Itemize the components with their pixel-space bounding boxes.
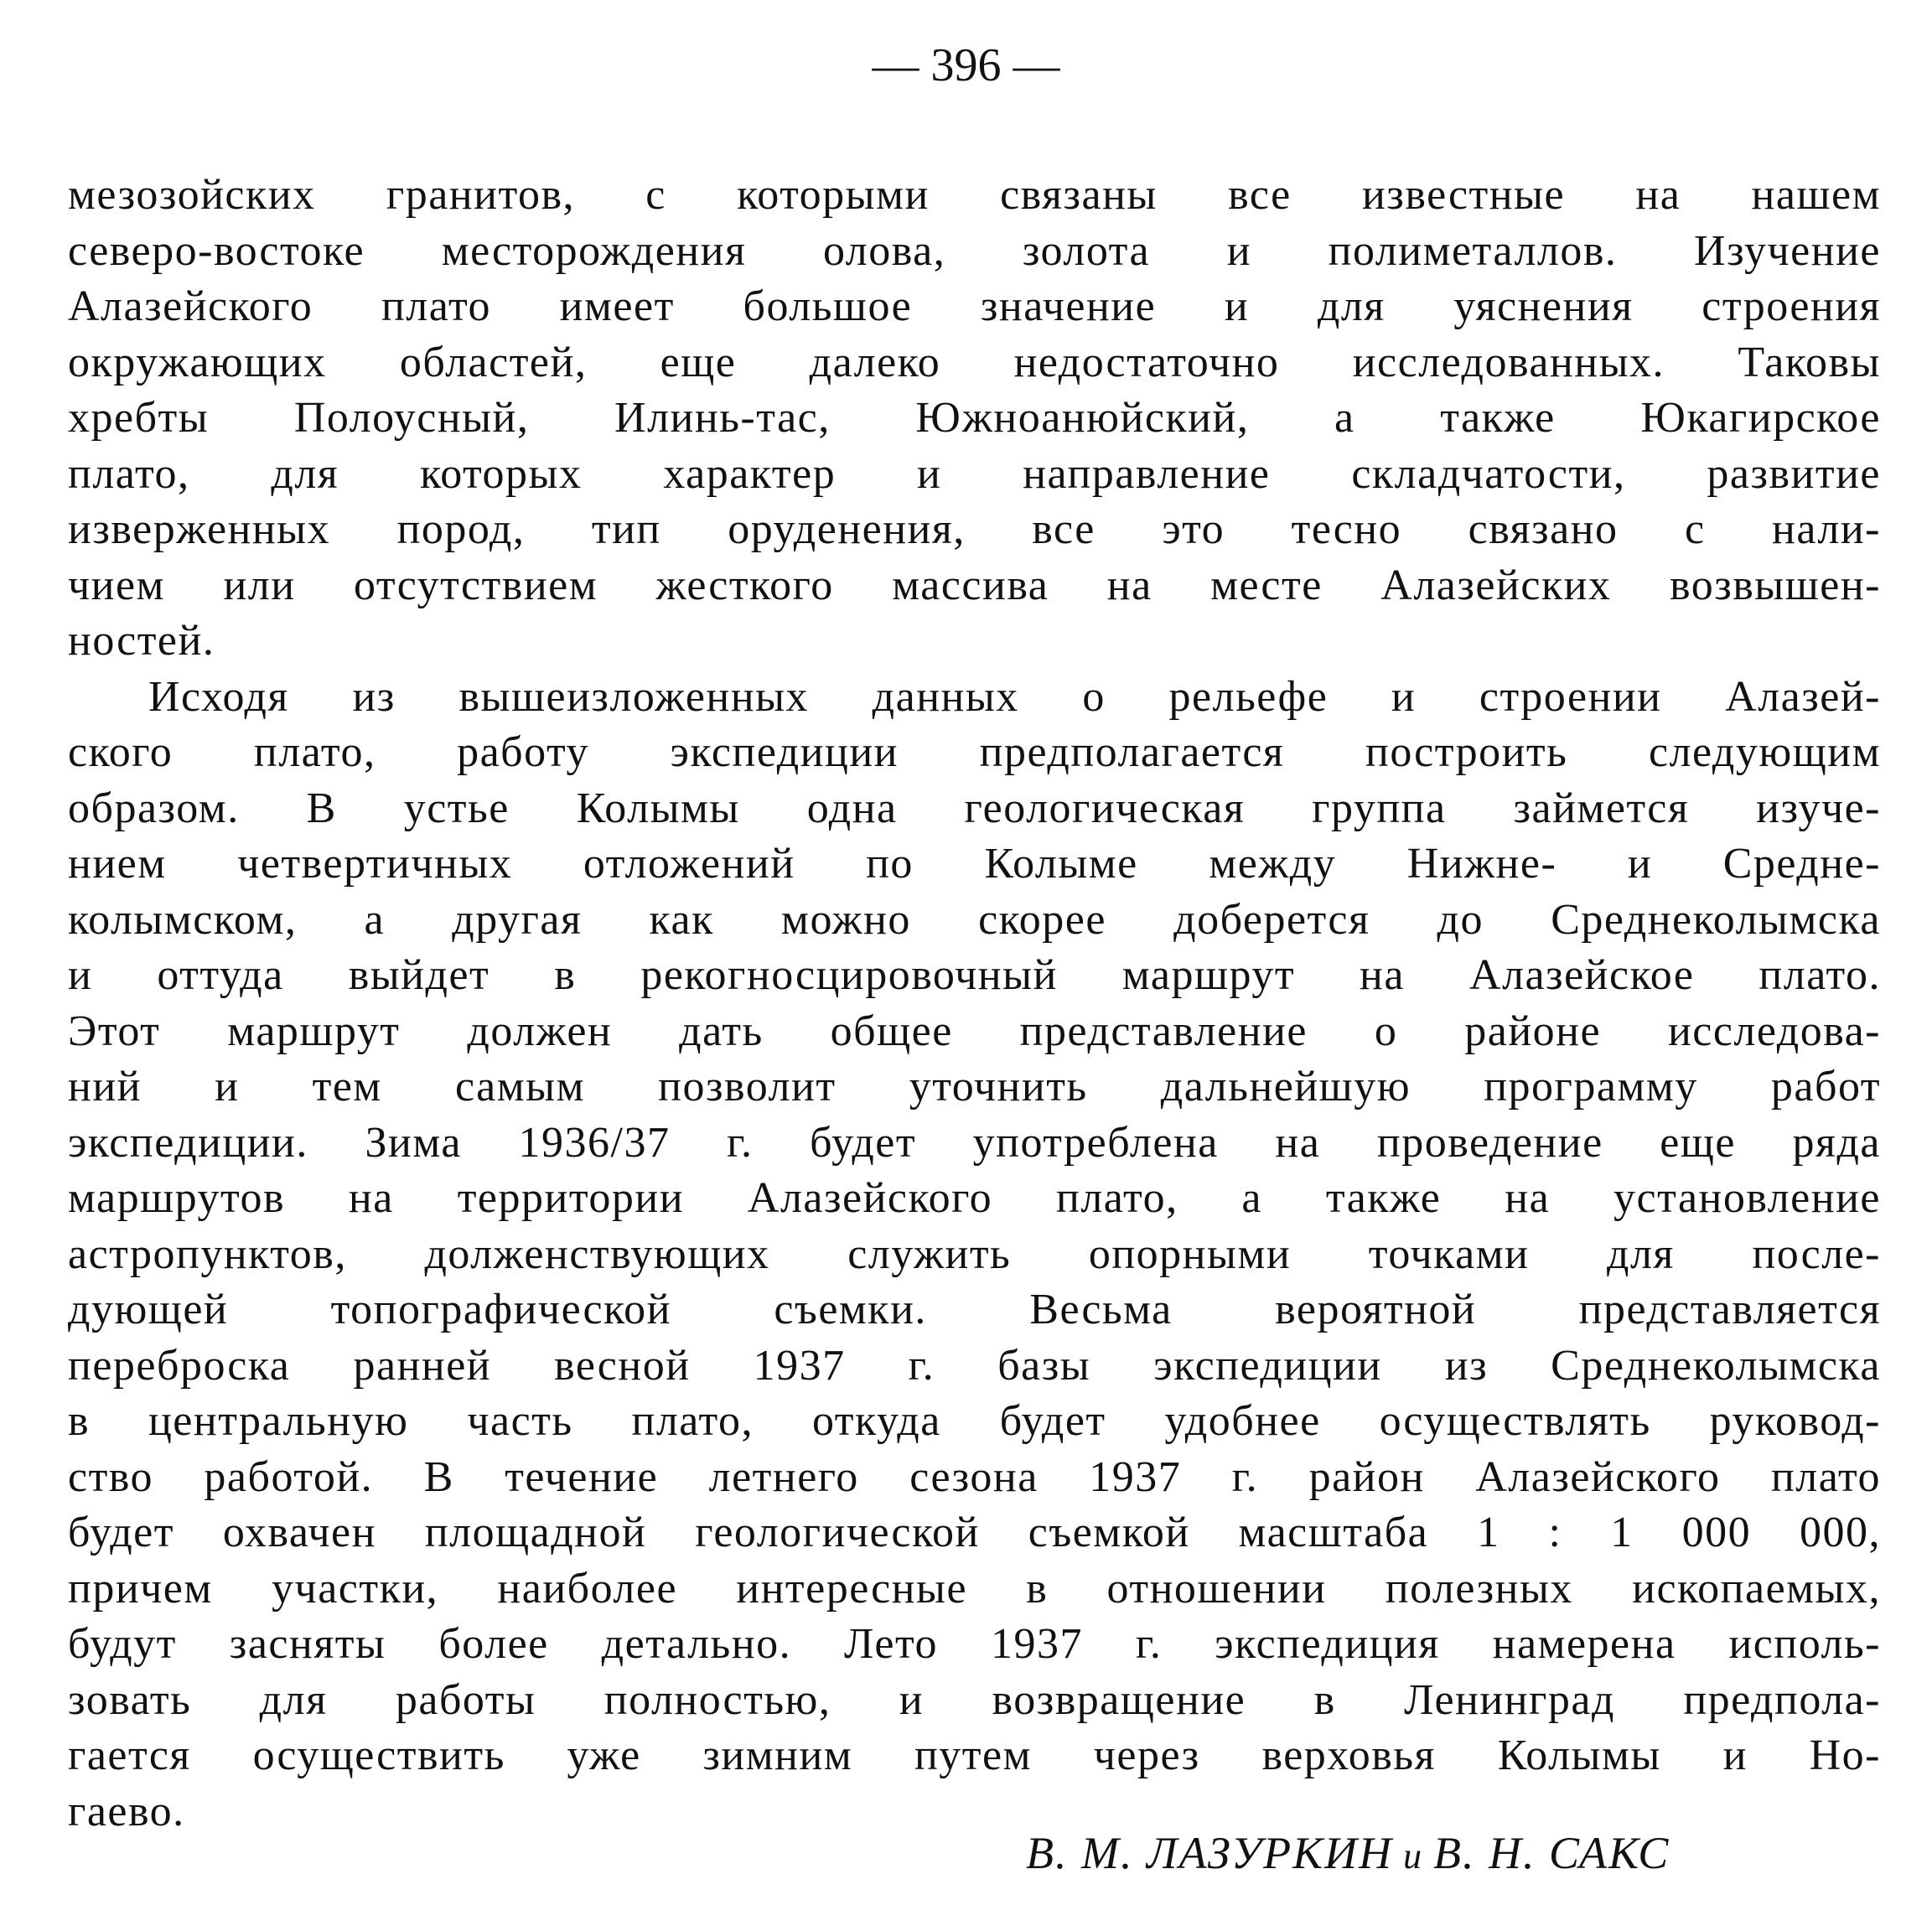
text-line: северо-востоке месторождения олова, золота и полиметаллов. Изучение — [68, 226, 1881, 275]
text-line: изверженных пород, тип оруденения, все это тесно связано с нали- — [68, 505, 1881, 553]
text-line: Этот маршрут должен дать общее представление о районе исследова- — [68, 1007, 1881, 1055]
page-number: — 396 — — [872, 39, 1060, 91]
text-line: гается осуществить уже зимним путем через верховья Колымы и Но- — [68, 1732, 1881, 1779]
text-line: зовать для работы полностью, и возвращение в Ленинград предпола- — [68, 1675, 1881, 1724]
signature-conjunction: и — [1403, 1835, 1424, 1877]
text-line: плато, для которых характер и направление складчатости, развитие — [68, 449, 1881, 498]
text-line: мезозойских гранитов, с которыми связаны все известные на нашем — [68, 171, 1881, 219]
text-line: ского плато, работу экспедиции предполагается построить следующим — [68, 728, 1881, 776]
text-line: окружающих областей, еще далеко недостаточно исследованных. Таковы — [68, 338, 1881, 386]
text-line: астропунктов, долженствующих служить опорными точками для после- — [68, 1230, 1881, 1278]
text-line: образом. В устье Колымы одна геологическая группа займется изуче- — [68, 784, 1881, 832]
text-line: ство работой. В течение летнего сезона 1937 г. район Алазейского плато — [68, 1452, 1881, 1501]
text-line: ний и тем самым позволит уточнить дальнейшую программу работ — [68, 1063, 1881, 1110]
text-line: причем участки, наиболее интересные в отношении полезных ископаемых, — [68, 1564, 1881, 1613]
author-2: В. Н. САКС — [1433, 1828, 1670, 1878]
text-line: колымском, а другая как можно скорее доберется до Среднеколымска — [68, 895, 1881, 944]
text-line: Алазейского плато имеет большое значение и для уяснения строения — [68, 282, 1881, 330]
text-line: будут засняты более детально. Лето 1937 г. экспедиция намерена исполь- — [68, 1620, 1881, 1668]
text-line: ностей. — [68, 617, 215, 665]
text-line: в центральную часть плато, откуда будет удобнее осуществлять руковод- — [68, 1397, 1881, 1445]
text-line: чием или отсутствием жесткого массива на месте Алазейских возвышен- — [68, 561, 1881, 609]
text-line: будет охвачен площадной геологической съемкой масштаба 1 : 1 000 000, — [68, 1509, 1881, 1556]
text-line: нием четвертичных отложений по Колыме между Нижне- и Средне- — [68, 840, 1881, 888]
text-line: экспедиции. Зима 1936/37 г. будет употреблена на проведение еще ряда — [68, 1118, 1881, 1167]
author-1: В. М. ЛАЗУРКИН — [1026, 1828, 1394, 1878]
text-line: маршрутов на территории Алазейского плато, а также на установление — [68, 1174, 1881, 1222]
text-line: гаево. — [68, 1787, 185, 1835]
signature — [1026, 1827, 1670, 1879]
text-line: переброска ранней весной 1937 г. базы экспедиции из Среднеколымска — [68, 1341, 1881, 1390]
text-line: дующей топографической съемки. Весьма вероятной представляется — [68, 1286, 1881, 1333]
text-line: хребты Полоусный, Илинь-тас, Южноанюйский, а также Юкагирское — [68, 394, 1881, 442]
text-line: и оттуда выйдет в рекогносцировочный маршрут на Алазейское плато. — [68, 951, 1881, 999]
body-text — [68, 168, 1881, 1840]
text-line: Исходя из вышеизложенных данных о рельефе и строении Алазей- — [148, 672, 1881, 721]
